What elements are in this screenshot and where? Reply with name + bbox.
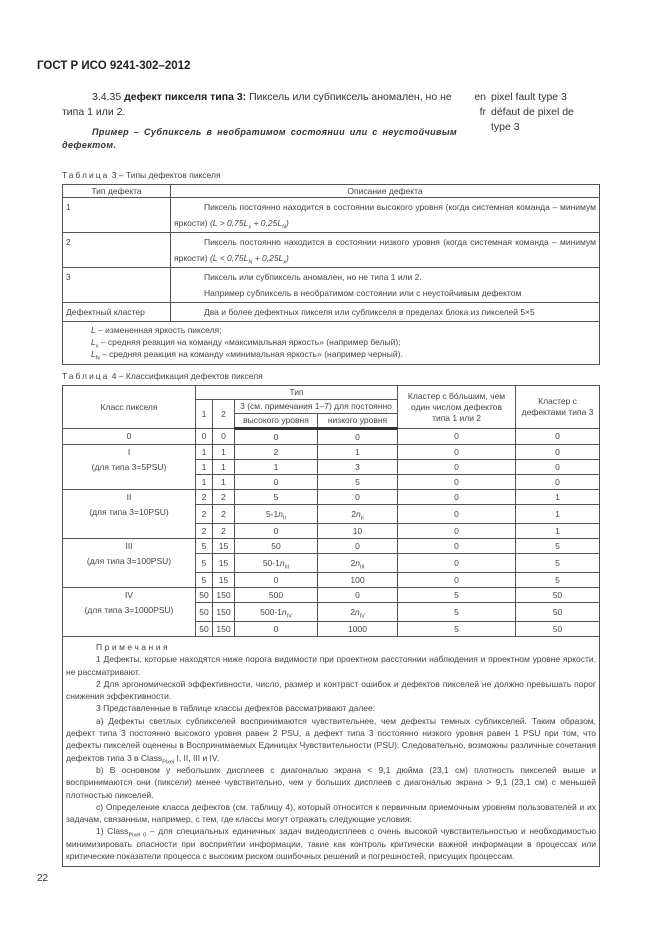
formula: $(L < 0,75L_N + 0,25L_x)$: [209, 253, 289, 266]
cell-value: $500-1n_{IV}$: [235, 603, 318, 622]
caption-text: 4 – Классификация дефектов пикселя: [111, 371, 263, 381]
cell-value: 1: [213, 460, 235, 475]
cell-value: 50: [196, 588, 213, 603]
cell-desc: Пиксель или субпиксель аномален, но не типа 1 или 2. Например субпиксель в необратимом состоянии или с неустойчивым дефектом: [171, 268, 600, 303]
table-row: [63, 233, 600, 268]
cell-value: 50: [235, 539, 318, 554]
note-item: 1) Class$_{Pixel 0}$ – для специальных единичных задач видеодисплеев с очень высокой чувствительностью и необходимостью минимизировать опасности при восприятии информации, такие как контроль критически важной информации в процессах или критические показатели процесса с высоким риском ошибочных решений и погрешностей, присущих процессам.: [66, 826, 596, 862]
cell-value: 0: [398, 490, 516, 505]
page-number: 22: [37, 873, 49, 885]
cell-value: 2: [196, 524, 213, 539]
col-header: 2: [213, 400, 235, 429]
col-header: Класс пикселя: [63, 386, 196, 429]
legend-item: $L_x$ – средняя реакция на команду «максимальная яркость» (например белый);: [91, 337, 401, 350]
main-content: [37, 90, 600, 885]
cell-class: I (для типа 3=5PSU): [63, 445, 196, 490]
cell-value: 0: [398, 505, 516, 524]
cell-value: 1: [516, 524, 600, 539]
table-row: [63, 490, 600, 505]
cell-desc: Пиксель постоянно находится в состоянии высокого уровня (когда системная команда – минимум яркости) $(L > 0,75L_x + 0,25L_N)$: [171, 198, 600, 233]
col-header: 1: [196, 400, 213, 429]
table-row: [63, 429, 600, 445]
cell-type: 2: [63, 233, 171, 268]
table-legend: [63, 322, 600, 365]
note-item: 1 Дефекты, которые находятся ниже порога видимости при проектном расстоянии наблюдения и проектном уровне яркости, не рассматривают.: [66, 654, 596, 677]
cell-value: 5: [196, 539, 213, 554]
note-item: 3 Представленные в таблице классы дефектов рассматривают далее:: [96, 703, 376, 714]
cell-value: 5: [318, 475, 398, 490]
cell-value: 1: [196, 460, 213, 475]
cell-value: 10: [318, 524, 398, 539]
cell-value: 1: [235, 460, 318, 475]
table-row: [63, 198, 600, 233]
table4-caption: [62, 371, 600, 382]
cell-value: 5: [398, 603, 516, 622]
cell-class: 0: [63, 429, 196, 445]
cell-value: 5: [196, 554, 213, 573]
cell-value: 1: [516, 505, 600, 524]
cell-value: 0: [318, 429, 398, 445]
cell-value: 0: [516, 460, 600, 475]
cell-value: 5: [398, 588, 516, 603]
col-header: Кластер с дефектами типа 3: [516, 386, 600, 429]
cell-value: 2: [196, 505, 213, 524]
caption-word: Таблица: [62, 371, 110, 381]
term-name: дефект пикселя типа 3:: [124, 91, 247, 103]
caption-word: Таблица: [62, 170, 110, 180]
term-definition: [62, 90, 462, 120]
cell-class: II (для типа 3=10PSU): [63, 490, 196, 539]
cell-value: 1: [516, 490, 600, 505]
cell-value: 50: [516, 603, 600, 622]
cell-value: $2n_{IV}$: [318, 603, 398, 622]
cell-value: 0: [235, 573, 318, 588]
cell-value: 1000: [318, 622, 398, 637]
cell-value: 0: [235, 524, 318, 539]
cell-value: 0: [398, 524, 516, 539]
term-number: 3.4.35: [92, 91, 122, 103]
cell-value: 1: [213, 445, 235, 460]
cell-value: 150: [213, 588, 235, 603]
cell-type: 1: [63, 198, 171, 233]
cell-type: 3: [63, 268, 171, 303]
cell-value: 0: [196, 429, 213, 445]
cell-value: 5: [196, 573, 213, 588]
cell-value: 5: [516, 554, 600, 573]
cell-desc: Два и более дефектных пикселя или субпикселя в пределах блока из пикселей 5×5: [171, 303, 600, 322]
notes-box: [62, 637, 600, 867]
col-header: Тип: [196, 386, 398, 400]
cell-class: IV (для типа 3=1000PSU): [63, 588, 196, 637]
cell-value: 100: [318, 573, 398, 588]
cell-value: $5-1n_{II}$: [235, 505, 318, 524]
cell-value: 2: [213, 524, 235, 539]
cell-value: 2: [213, 505, 235, 524]
cell-value: 50: [516, 588, 600, 603]
note-item: 2 Для эргономической эффективности, число, размер и контраст ошибок и дефектов пикселей не должно превышать порог снижения эффективности.: [66, 678, 596, 702]
cell-type: Дефектный кластер: [63, 303, 171, 322]
cell-value: 5: [516, 539, 600, 554]
cell-value: 1: [196, 475, 213, 490]
col-header: Тип дефекта: [63, 185, 171, 198]
cell-value: 5: [235, 490, 318, 505]
note-item: b) В основном у небольших дисплеев с диагональю экрана < 9,1 дюйма (23,1 см) плотность пикселей выше и воспринимаются они (пиксели) менее чувствительно, чем у больших дисплеев с диагональю экрана > 9,1 (23,1 см) с меньшей плотностью пикселей.: [66, 764, 596, 800]
cell-value: 2: [196, 490, 213, 505]
table-row: [63, 588, 600, 603]
table-row: [63, 539, 600, 554]
cell-value: $50-1n_{III}$: [235, 554, 318, 573]
table-defect-classes: [62, 385, 600, 637]
cell-value: 50: [516, 622, 600, 637]
legend-item: L – измененная яркость пикселя;: [91, 325, 222, 335]
cell-value: 0: [516, 445, 600, 460]
cell-value: 0: [213, 429, 235, 445]
col-header: Описание дефекта: [171, 185, 600, 198]
cell-value: 2: [213, 490, 235, 505]
cell-value: 15: [213, 539, 235, 554]
col-header: низкого уровня: [318, 414, 398, 429]
lang-term: pixel fault type 3: [491, 91, 567, 103]
cell-value: 1: [318, 445, 398, 460]
note-item: a) Дефекты светлых субпикселей воспринимаются чувствительнее, чем дефекты темных субпикселей. Таким образом, дефект типа 3 постоянно высокого уровня равен 2 PSU, а дефект типа 3 постоянно низкого уровня равен 1 PSU при том, что дефекты пикселей оценены в Воспринимаемых Единицах Чувствительности (PSU). Следовательно, возможны различные сочетания дефектов типа 3 в Class$_{Pixel}$ I, II, III и IV.: [66, 715, 596, 766]
cell-value: 0: [235, 429, 318, 445]
cell-value: 0: [398, 445, 516, 460]
cell-value: $2n_{III}$: [318, 554, 398, 573]
cell-value: 5: [516, 573, 600, 588]
lang-term: défaut de pixel de type 3: [491, 106, 574, 133]
cell-value: 50: [196, 603, 213, 622]
cell-value: 0: [318, 490, 398, 505]
cell-value: 0: [398, 539, 516, 554]
cell-value: 0: [398, 460, 516, 475]
cell-desc: Пиксель постоянно находится в состоянии низкого уровня (когда системная команда – минимум яркости) $(L < 0,75L_N + 0,25L_x)$: [171, 233, 600, 268]
cell-value: 0: [516, 429, 600, 445]
cell-value: 15: [213, 573, 235, 588]
cell-value: 5: [398, 622, 516, 637]
table-row: [63, 445, 600, 460]
cell-value: $2n_{II}$: [318, 505, 398, 524]
cell-value: 3: [318, 460, 398, 475]
table3-caption: [62, 170, 600, 181]
cell-value: 0: [235, 475, 318, 490]
cell-value: 0: [398, 573, 516, 588]
caption-text: 3 – Типы дефектов пикселя: [111, 170, 221, 180]
table-defect-types: [62, 184, 600, 365]
legend-item: $L_N$ – средняя реакция на команду «минимальная яркость» (например черный).: [91, 349, 403, 362]
lang-code: en: [474, 91, 486, 103]
cell-value: 50: [196, 622, 213, 637]
cell-value: 0: [398, 475, 516, 490]
cell-value: 15: [213, 554, 235, 573]
cell-value: 0: [398, 429, 516, 445]
table-row: [63, 303, 600, 322]
cell-value: 150: [213, 622, 235, 637]
cell-value: 500: [235, 588, 318, 603]
col-header: 3 (см. примечания 1–7) для постоянно: [235, 400, 398, 414]
formula: $(L > 0,75L_x + 0,25L_N)$: [209, 218, 289, 231]
table-row: [63, 268, 600, 303]
notes-title: Примечания: [96, 642, 171, 652]
document-header: ГОСТ Р ИСО 9241-302–2012: [37, 60, 191, 72]
cell-class: III (для типа 3=100PSU): [63, 539, 196, 588]
cell-value: 150: [213, 603, 235, 622]
note-item: c) Определение класса дефектов (см. таблицу 4), который относится к первичным приемочным уровням пользователей и их задачам, связанным, например, с тем, где классы могут отражать следующие условия:: [66, 801, 596, 825]
lang-code: fr: [479, 106, 486, 118]
term-example: Пример – Субпиксель в необратимом состоянии или с неустойчивым дефектом.: [62, 127, 457, 150]
cell-value: 1: [213, 475, 235, 490]
term-text: Пиксель или субпиксель аномален, но не типа 1 или 2.: [62, 91, 452, 118]
cell-value: 0: [318, 539, 398, 554]
col-header: высокого уровня: [235, 414, 318, 429]
cell-value: 0: [398, 554, 516, 573]
cell-value: 0: [516, 475, 600, 490]
cell-value: 1: [196, 445, 213, 460]
col-header: Кластер с бóльшим, чем один числом дефектов типа 1 или 2: [398, 386, 516, 429]
cell-value: 0: [318, 588, 398, 603]
cell-value: 0: [235, 622, 318, 637]
cell-value: 2: [235, 445, 318, 460]
